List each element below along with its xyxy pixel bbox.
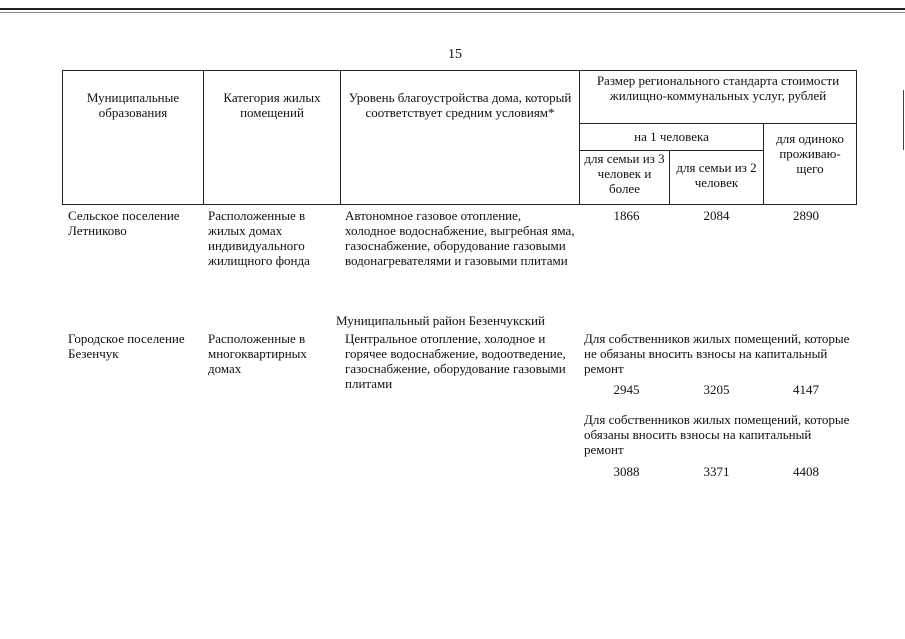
row2-a-value-family3: 2945 — [613, 382, 640, 397]
page-number: 15 — [448, 47, 462, 62]
row2-a-value-family2: 3205 — [703, 382, 730, 397]
scan-edge-mark — [903, 90, 904, 150]
section-title: Муниципальный район Безенчукский — [336, 313, 545, 328]
header-level: Уровень благоустройства дома, который соответствует средним условиям* — [341, 71, 580, 205]
row2-level: Центральное отопление, холодное и горячее водоснабжение, водоотведение, газоснабжение, оборудование газовыми плитами — [345, 331, 566, 391]
row1-category: Расположенные в жилых домах индивидуального жилищного фонда — [208, 208, 310, 268]
row2-a-value-single: 4147 — [793, 382, 819, 397]
row1-municipal: Сельское поселение Летниково — [68, 208, 180, 238]
header-municipal: Муниципальные образования — [63, 71, 204, 205]
row2-category: Расположенные в многоквартирных домах — [208, 331, 307, 376]
scan-top-border — [0, 8, 905, 10]
header-family3: для семьи из 3 человек и более — [580, 151, 670, 205]
row2-municipal: Городское поселение Безенчук — [68, 331, 185, 361]
row1-value-single: 2890 — [793, 208, 819, 223]
row1-value-family2: 2084 — [703, 208, 730, 223]
row2-b-value-family2: 3371 — [703, 464, 730, 479]
standards-table-header — [62, 70, 857, 205]
row2-b-value-family3: 3088 — [613, 464, 640, 479]
row2-note-capital-repair: Для собственников жилых помещений, которые обязаны вносить взносы на капитальный ремонт — [584, 412, 850, 457]
row2-b-value-single: 4408 — [793, 464, 819, 479]
row1-level: Автономное газовое отопление, холодное водоснабжение, выгребная яма, газоснабжение, оборудование газовыми водонагревателями и газовыми плитами — [345, 208, 575, 268]
header-per-person: на 1 человека — [580, 124, 764, 151]
header-single: для одиноко проживаю-щего — [764, 124, 857, 205]
header-category: Категория жилых помещений — [204, 71, 341, 205]
scan-top-border-thin — [0, 12, 905, 13]
header-family2: для семьи из 2 человек — [670, 151, 764, 205]
header-standard: Размер регионального стандарта стоимости жилищно-коммунальных услуг, рублей — [580, 71, 857, 124]
row2-note-no-capital-repair: Для собственников жилых помещений, которые не обязаны вносить взносы на капитальный ремонт — [584, 331, 850, 376]
row1-value-family3: 1866 — [613, 208, 640, 223]
